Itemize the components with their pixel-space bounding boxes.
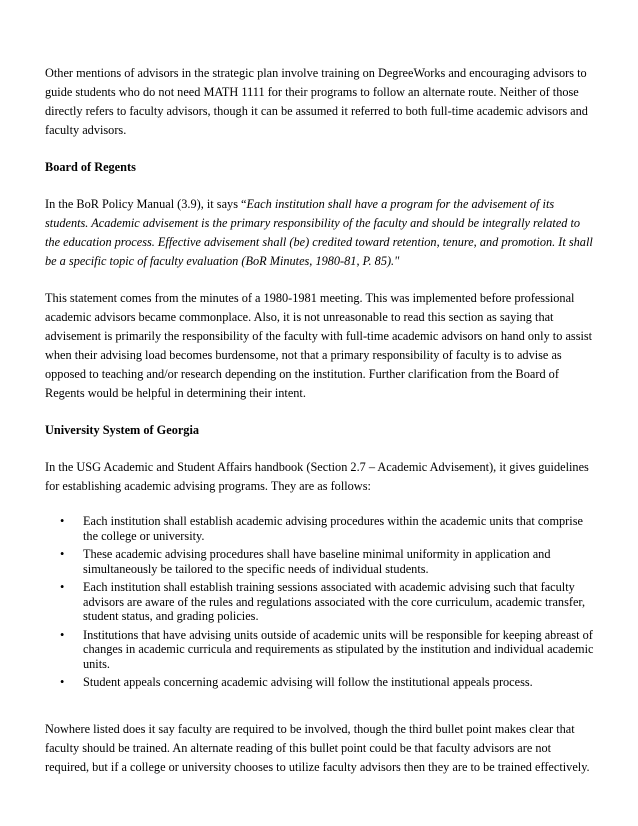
list-item-text: Student appeals concerning academic advising will follow the institutional appeals process.	[83, 675, 533, 689]
heading-board-of-regents: Board of Regents	[45, 160, 136, 174]
list-item-text: Institutions that have advising units outside of academic units will be responsible for keeping abreast of changes in academic curricula and requirements as stipulated by the institution and individual academic units.	[83, 627, 594, 671]
list-item-text: Each institution shall establish training sessions associated with academic advising such that faculty advisors are aware of the rules and regulations associated with the core curriculum, academic transfer, student status, and grading policies.	[83, 580, 586, 623]
bullet-icon: •	[60, 514, 65, 528]
list-item	[45, 675, 597, 690]
bullet-icon: •	[60, 547, 65, 561]
list-item-text: Each institution shall establish academic advising procedures within the academic units that comprise the college or university.	[83, 514, 583, 543]
paragraph-usg-intro: In the USG Academic and Student Affairs handbook (Section 2.7 – Academic Advisement), it gives guidelines for establishing academic advising programs. They are as follows:	[45, 460, 589, 493]
list-item	[45, 628, 597, 672]
paragraph-conclusion: Nowhere listed does it say faculty are required to be involved, though the third bullet point makes clear that faculty should be trained. An alternate reading of this bullet point could be that faculty advisors are not required, but if a college or university chooses to utilize faculty advisors then they are to be trained effectively.	[45, 721, 590, 774]
bullet-icon: •	[60, 675, 65, 689]
guidelines-list	[45, 514, 597, 690]
document-page	[45, 64, 597, 795]
heading-university-system: University System of Georgia	[45, 423, 200, 437]
list-item	[45, 547, 597, 576]
list-item	[45, 514, 597, 543]
bullet-icon: •	[60, 627, 65, 642]
bullet-icon: •	[60, 580, 65, 594]
paragraph-bor-statement: This statement comes from the minutes of a 1980-1981 meeting. This was implemented before professional academic advisors became commonplace. Also, it is not unreasonable to read this section as saying that advisement is primarily the responsibility of the faculty with full-time academic advisors on hand only to assist when their advising load becomes burdensome, not that a primary responsibility of faculty is to advise as opposed to teaching and/or research depending on the institution. Further clarification from the Board of Regents would be helpful in determining their intent.	[45, 291, 593, 400]
bor-intro-text: In the BoR Policy Manual (3.9), it says “	[45, 197, 247, 211]
paragraph-bor-policy	[45, 195, 597, 271]
list-item-text: These academic advising procedures shall have baseline minimal uniformity in application and simultaneously be tailored to the specific needs of individual students.	[83, 547, 551, 576]
list-item	[45, 580, 597, 624]
bor-quote-text: Each institution shall have a program for the advisement of its students. Academic advisement is the primary responsibility of the faculty and should be integrally related to the education process. Effective advisement shall (be) credited toward retention, tenure, and promotion. It shall be a specific topic of faculty evaluation (BoR Minutes, 1980-81, P. 85)."	[45, 197, 593, 268]
paragraph-strategic-plan: Other mentions of advisors in the strategic plan involve training on DegreeWorks and encouraging advisors to guide students who do not need MATH 1111 for their programs to follow an alternate route. Neither of those directly refers to faculty advisors, though it can be assumed it referred to both full-time academic advisors and faculty advisors.	[45, 66, 588, 137]
